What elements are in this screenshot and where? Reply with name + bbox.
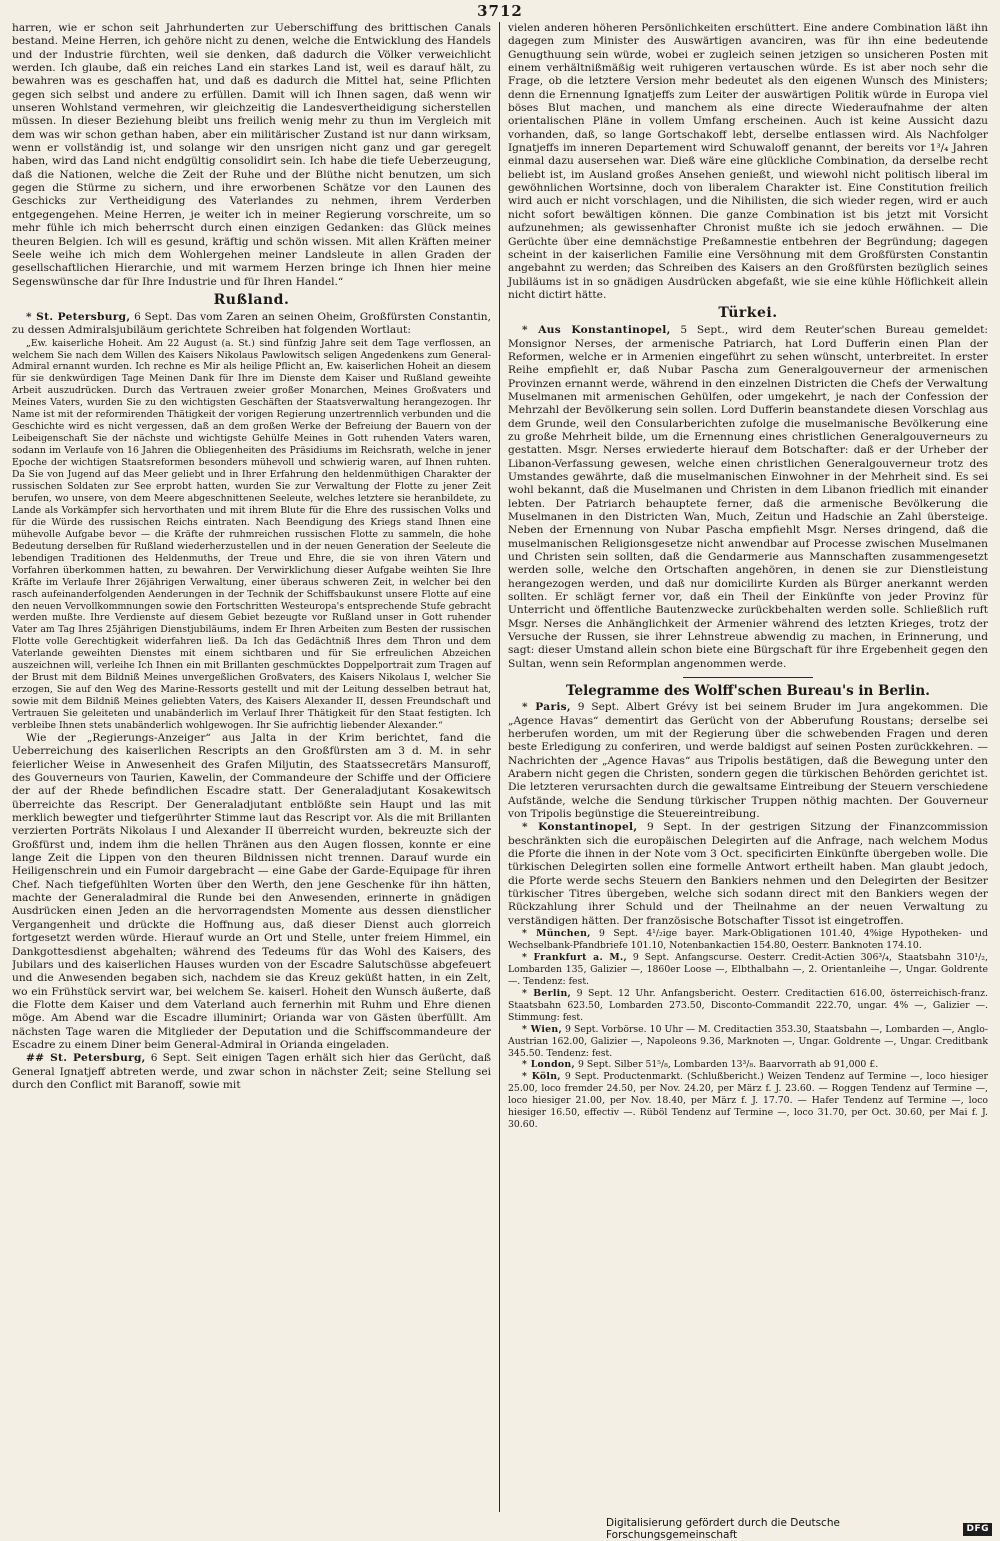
st-petersburg-2-text: 6 Sept. Seit einigen Tagen erhält sich hier das Gerücht, daß General Ignatjeff abtreten werde, und zwar schon in nächster Zeit; seine Stellung sei durch den Conflict mit Baranoff, sowie mit <box>12 1052 491 1091</box>
london-text: 9 Sept. Silber 51⁵/₈, Lombarden 13³/₈. Baarvorrath ab 91,000 £. <box>575 1059 879 1071</box>
konstantinopel-2-text: 9 Sept. In der gestrigen Sitzung der Finanzcommission beschränkten sich die europäischen Delegirten auf die Anfrage, nach welchem Modus die Pforte die ihnen in der Note vom 3 Oct. specificirten Einkünfte übergeben wolle. Die türkischen Delegirten sollen eine formelle Antwort ertheilt haben. Man glaubt jedoch, die Pforte werde sechs Steuern den Bankiers nehmen und den Delegirten der Besitzer türkischer Titres übergeben, welche sich sodann direct mit den Bankiers wegen der Rückzahlung ihrer Schuld und der Theilnahme an der neuen Verwaltung zu verständigen hätten. Der französische Botschafter Tissot ist eingetroffen. <box>508 821 988 927</box>
page-number: 3712 <box>477 2 523 20</box>
frankfurt-text: 9 Sept. Anfangscurse. Oesterr. Credit-Actien 306³/₄, Staatsbahn 310¹/₂, Lombarden 135, Galizier —, 1860er Loose —, Elbthalbahn —, 2. Orientanleihe —, Ungar. Goldrente —. Tendenz: fest. <box>508 951 988 987</box>
section-title-turkey: Türkei. <box>718 305 778 322</box>
section-title-russia: Rußland. <box>213 291 290 308</box>
digitization-credit <box>606 1517 992 1541</box>
right-column <box>500 22 988 1512</box>
st-petersburg-report-2 <box>12 1052 491 1092</box>
konstantinopel-telegram <box>508 821 988 928</box>
berlin-text: 9 Sept. 12 Uhr. Anfangsbericht. Oesterr. Creditactien 616.00, österreichisch-franz. Staatsbahn 623.50, Lombarden 273.50, Disconto-Commandit 222.70, ungar. 4% —, Galizier —. Stimmung: fest. <box>508 987 988 1023</box>
dateline-konstantinopel-2: * Konstantinopel, <box>522 821 638 834</box>
konstantinopel-report-1 <box>508 324 988 671</box>
market-report <box>508 1024 988 1060</box>
dateline-wien: * Wien, <box>522 1023 562 1035</box>
market-report <box>508 1071 988 1131</box>
dateline-st-petersburg-2: ## St. Petersburg, <box>26 1052 146 1065</box>
wien-text: 9 Sept. Vorbörse. 10 Uhr — M. Creditactien 353.30, Staatsbahn —, Lombarden —, Anglo-Austrian 162.00, Galizier —, Napoleons 9.36, Marknoten —, Ungar. Goldrente —, Ungar. Creditbank 345.50. Tendenz: fest. <box>508 1023 988 1059</box>
market-reports <box>508 928 988 1131</box>
dateline-frankfurt: * Frankfurt a. M., <box>522 951 628 963</box>
article-columns <box>12 22 988 1512</box>
dateline-koeln: * Köln, <box>522 1071 561 1083</box>
market-report <box>508 988 988 1024</box>
telegram-section-title: Telegramme des Wolff'schen Bureau's in Berlin. <box>566 683 930 700</box>
dateline-berlin: * Berlin, <box>522 987 572 999</box>
belgium-speech-continuation: harren, wie er schon seit Jahrhunderten zur Ueberschiffung des brittischen Canals bestand. Meine Herren, ich gehöre nicht zu denen, welche die Entwicklung des Handels und der Industrie fürchten, weil sie denken, daß dadurch die Völker verweichlicht werden. Ich glaube, daß ein reiches Land ein starkes Land ist, weil es darauf hält, zu bewahren was es geschaffen hat, und daß es dadurch die Mittel hat, seine Pflichten gegen sich selbst und andere zu erfüllen. Damit will ich Ihnen sagen, daß wenn wir unseren Wohlstand vermehren, wir gleichzeitig die Landesvertheidigung sicherstellen müssen. In dieser Beziehung bleibt uns freilich wenig mehr zu thun im Vergleich mit dem was wir schon gethan haben, aber ein militärischer Zustand ist nur dann wirksam, wenn er vollständig ist, und solange wir den unsrigen nicht ganz und gar geregelt haben, wird das Land nicht endgültig consolidirt sein. Ich habe die tiefe Ueberzeugung, daß die Nationen, welche die Zeit der Ruhe und der Blüthe nicht benutzen, um sich gegen die Stürme zu sichern, und ihre erworbenen Schätze vor den Launen des Geschicks zur Vertheidigung des Vaterlandes zu nehmen, ihrem Verderben entgegengehen. Meine Herren, je weiter ich in meiner Regierung vorschreite, um so mehr fühle ich mich beherrscht durch einen einzigen Gedanken: das Glück meines theuren Belgien. Ich will es gesund, kräftig und schön wissen. Mit allen Kräften meiner Seele weihe ich mich dem Wohlergehen meiner Landsleute in allen Graden der gesellschaftlichen Hierarchie, und mit warmem Herzen bringe ich Ihnen hier meine Segenswünsche dar für Ihre Industrie und für Ihren Handel.“ <box>12 22 491 288</box>
koeln-text: 9 Sept. Productenmarkt. (Schlußbericht.) Weizen Tendenz auf Termine —, loco hiesiger 25.00, loco fremder 24.50, per Nov. 24.20, per März f. J. 23.60. — Roggen Tendenz auf Termine —, loco hiesiger 21.00, per Nov. 18.40, per März f. J. 17.70. — Hafer Tendenz auf Termine —, loco hiesiger 16.50, effectiv —. Rüböl Tendenz auf Termine —, loco 31.70, per Oct. 30.60, per Mai f. J. 30.60. <box>508 1071 988 1131</box>
konstantinopel-1-text: 5 Sept., wird dem Reuter'schen Bureau gemeldet: Monsignor Nerses, der armenische Patriarch, hat Lord Dufferin einen Plan der Reformen, welche er in Armenien eingeführt zu sehen wünscht, unterbreitet. In erster Reihe empfiehlt er, daß Nubar Pascha zum Generalgouverneur der armenischen Provinzen ernannt werde, während in den einzelnen Districten die Chefs der Verwaltung Muselmanen mit armenischen Gehülfen, oder umgekehrt, je nach der Confession der Mehrzahl der Bevölkerung sein sollen. Lord Dufferin beanstandete diesen Vorschlag aus dem Grunde, weil den Consularberichten zufolge die muselmanische Bevölkerung eine zu große Mehrheit bilde, um die Ernennung eines christlichen Generalgouverneurs zu gestatten. Msgr. Nerses erwiederte hierauf dem Botschafter: daß er der Urheber der Libanon-Verfassung gewesen, welche einen christlichen Generalgouverneur trotz des Umstandes gewährte, daß die muselmanischen Einwohner in der Mehrheit sind. Es sei wohl bekannt, daß die Muselmanen und Christen in dem Libanon friedlich mit einander lebten. Der Patriarch behauptete ferner, daß die armenische Bevölkerung die Muselmanen in den Districten Wan, Much, Zeitun und Hadschie an Zahl übersteige. Neben der Ernennung von Nubar Pascha empfiehlt Msgr. Nerses dringend, daß die muselmanischen Religionsgesetze nicht anwendbar auf Processe zwischen Muselmanen und Christen sein sollten, daß die Gendarmerie aus Mannschaften zusammengesetzt werden solle, welche den Ortschaften angehören, in denen sie zur Dienstleistung herangezogen werden, und daß nur domicilirte Kurden als Bürger anerkannt werden sollten. Er schlägt ferner vor, daß ein Theil der Einkünfte von jeder Provinz für Unterricht und öffentliche Bautenzwecke zurückbehalten werden solle. Schließlich ruft Msgr. Nerses die Anhänglichkeit der Armenier während des letzten Krieges, trotz der Versuche der Russen, sie ihrer Lehnstreue abwendig zu machen, in Erinnerung, und sagt: dieser Umstand allein schon biete eine Bürgschaft für ihre Ergebenheit gegen den Sultan, wenn sein Reformplan angenommen werde. <box>508 324 988 670</box>
dfg-logo-icon: DFG <box>963 1523 992 1536</box>
market-report <box>508 1059 988 1071</box>
paris-telegram <box>508 701 988 821</box>
dateline-st-petersburg-1: * St. Petersburg, <box>26 310 131 323</box>
market-report <box>508 952 988 988</box>
tsar-letter-text: „Ew. kaiserliche Hoheit. Am 22 August (a. St.) sind fünfzig Jahre seit dem Tage verflossen, an welchem Sie nach dem Willen des Kaisers Nikolaus Pawlowitsch seligen Angedenkens zum General-Admiral ernannt wurden. Ich rechne es Mir als heilige Pflicht an, Ew. kaiserlichen Hoheit an diesem für sie denkwürdigen Tage Meinen Dank für Ihre im Dienste dem Kaiser und Rußland geweihte Arbeit auszudrücken. Durch das Vertrauen zweier großer Monarchen, Meines Großvaters und Meines Vaters, wurden Sie zu den wichtigsten Geschäften der Staatsverwaltung herangezogen. Ihr Name ist mit der reformirenden Thätigkeit der vorigen Regierung unzertrennlich verbunden und die Geschichte wird es nicht vergessen, daß an dem großen Werke der Befreiung der Bauern von der Leibeigenschaft Sie der nächste und wichtigste Gehülfe Meines in Gott ruhenden Vaters waren, sodann im Verlaufe von 16 Jahren die Obliegenheiten des Präsidiums im Reichsrath, welche in jener Epoche der wichtigen Staatsreformen besonders mühevoll und schwierig waren, auf Ihnen ruhten. Da Sie von Jugend auf das Meer geliebt und in Ihrer Erfahrung den heldenmüthigen Charakter der russischen Soldaten zur See erprobt hatten, wurden Sie zur Verwaltung der Flotte zu jener Zeit berufen, wo unsere, von dem Meere abgeschnittenen Seeleute, welches letztere sie heranbildete, zu Lande als Vorkämpfer sich hervorthaten und mit ihrem Blute für die Ehre des russischen Volks und für die Würde des russischen Reichs eintraten. Nach Beendigung des Kriegs stand Ihnen eine mühevolle Aufgabe bevor — die Kräfte der ruhmreichen russischen Flotte zu sammeln, die hohe Bedeutung derselben für Rußland wiederherzustellen und in der neuen Generation der Seeleute die lebendigen Traditionen des Heldenmuths, der Treue und Ehre, die sie von ihren Vätern und Vorfahren überkommen hatten, zu bewahren. Der Verwirklichung dieser Aufgabe weihten Sie Ihre Kräfte im Verlaufe Ihrer 26jährigen Verwaltung, einer überaus schweren Zeit, in welcher bei den rasch aufeinanderfolgenden Aenderungen in der Technik der Schiffsbaukunst unsere Flotte auf eine den neuen Vervollkommnungen sowie den Fortschritten Westeuropa's entsprechende Stufe gebracht werden mußte. Ihre Verdienste auf diesem Gebiet bezeugte vor Rußland unser in Gott ruhender Vater am Tag Ihres 25jährigen Dienstjubiläums, indem Er Ihren Arbeiten zum Besten der russischen Flotte volle Gerechtigkeit widerfahren ließ. Da Ich das Gedächtniß Ihres dem Thron und dem Vaterlande geweihten Dienstes mit einem sichtbaren und für Sie erfreulichen Abzeichen auszeichnen will, verleihe Ich Ihnen ein mit Brillanten geschmücktes Doppelportrait zum Tragen auf der Brust mit dem Bildniß Meines unvergeßlichen Großvaters, des Kaisers Nikolaus I, welcher Sie erzogen, Sie auf den Weg des Marine-Ressorts gestellt und mit der Leitung desselben betraut hat, sowie mit dem Bildniß Meines geliebten Vaters, des Kaisers Alexander II, dessen Freundschaft und Vertrauen Sie geleiteten und unabänderlich im Verlauf Ihrer Thätigkeit für den Staat festigten. Ich verbleibe Ihnen stets unabänderlich wohlgewogen. Ihr Sie aufrichtig liebender Alexander.“ <box>12 337 491 732</box>
left-column <box>12 22 500 1512</box>
muenchen-text: 9 Sept. 4¹/₂ige bayer. Mark-Obligationen 101.40, 4%ige Hypotheken- und Wechselbank-Pfandbriefe 101.10, Notenbankactien 154.80, Oesterr. Banknoten 174.10. <box>508 928 988 951</box>
dateline-paris: * Paris, <box>522 701 571 714</box>
dateline-konstantinopel-1: * Aus Konstantinopel, <box>522 324 671 337</box>
market-report <box>508 928 988 952</box>
st-petersburg-1-text: 6 Sept. Das vom Zaren an seinen Oheim, Großfürsten Constantin, zu dessen Admiralsjubiläum gerichtete Schreiben hat folgenden Wortlaut: <box>12 310 491 337</box>
dateline-london: * London, <box>522 1059 575 1071</box>
credit-text: Digitalisierung gefördert durch die Deutsche Forschungsgemeinschaft <box>606 1517 840 1541</box>
tsar-letter <box>12 338 491 732</box>
section-divider <box>683 677 813 678</box>
dateline-muenchen: * München, <box>522 928 591 939</box>
jalta-report: Wie der „Regierungs-Anzeiger“ aus Jalta in der Krim berichtet, fand die Ueberreichung des kaiserlichen Rescripts an den Großfürsten am 3 d. M. in sehr feierlicher Weise in Anwesenheit des Grafen Miljutin, des Staatssecretärs Mansuroff, des Gouverneurs von Taurien, Kawelin, der Commandeure der Schiffe und der Officiere der auf der Rhede befindlichen Escadre statt. Der Generaladjutant Kosakewitsch überreichte das Rescript. Der Generaladjutant entblößte sein Haupt und las mit merklich bewegter und tiefgerührter Stimme laut das Rescript vor. Als die mit Brillanten verzierten Porträts Nikolaus I und Alexander II überreicht wurden, bekreuzte sich der Großfürst und, indem ihm die hellen Thränen aus den Augen flossen, konnte er eine lange Zeit die Lippen von den theuren Bildnissen nicht trennen. Darauf wurde ein Heiligenschrein und ein Fumoir dargebracht — eine Gabe der Garde-Equipage für ihren Chef. Nach tiefgefühlten Worten über den Werth, den jene Geschenke für ihn hätten, machte der Generaladmiral die Runde bei den Anwesenden, erinnerte in gnädigen Ausdrücken einen Jeden an die hervorragendsten Momente aus dessen dienstlicher Vergangenheit und drückte die Hoffnung aus, daß dieser Dienst auch glorreich fortgesetzt werden würde. Hierauf wurde an Ort und Stelle, unter freiem Himmel, ein Dankgottesdienst abgehalten; während des Tedeums für das Wohl des Kaisers, des Jubilars und des kaiserlichen Hauses wurden von der Escadre Salutschüsse abgefeuert und die Anwesenden begaben sich, nachdem sie das Kreuz geküßt hatten, in ein Zelt, wo ein Frühstück servirt war, bei welchem Se. kaiserl. Hoheit den Wunsch äußerte, daß die Flotte dem Kaiser und dem Vaterland auch fernerhin mit Ruhm und Ehre dienen möge. Am Abend war die Escadre illuminirt; Orianda war von Gästen überfüllt. Am nächsten Tage waren die Mitglieder der Deputation und die Schiffscommandeure der Escadre zu einem Diner beim General-Admiral in Orianda eingeladen. <box>12 732 491 1051</box>
russia-continuation: vielen anderen höheren Persönlichkeiten erschüttert. Eine andere Combination läßt ihn dagegen zum Minister des Auswärtigen avanciren, was für ihn eine bedeutende Genugthuung sein würde, wobei er zugleich seinen jetzigen so unsicheren Posten mit einem verhältnißmäßig weit ruhigeren vertauschen würde. Es ist aber noch sehr die Frage, ob die letztere Version mehr bedeutet als den eigenen Wunsch des Ministers; denn die Ernennung Ignatjeffs zum Leiter der auswärtigen Politik würde in Europa viel böses Blut machen, und manchem als eine directe Wiederaufnahme der alten orientalischen Pläne in vollem Umfang erscheinen. Auch ist keine Aussicht dazu vorhanden, daß, so lange Gortschakoff lebt, derselbe entlassen wird. Als Nachfolger Ignatjeffs im inneren Departement wird Schuwaloff genannt, der bereits vor 1³/₄ Jahren einmal dazu ausersehen war. Dieß wäre eine glückliche Combination, da derselbe recht beliebt ist, im Ausland großes Ansehen genießt, und wiewohl nicht politisch liberal im gewöhnlichen Wortsinne, doch von liberalem Charakter ist. Eine Constitution freilich wird auch er nicht vorschlagen, und die Nihilisten, die sich wieder regen, wird er auch nicht sofort bewältigen können. Die ganze Combination ist bis jetzt mit Vorsicht aufzunehmen; als gewissenhafter Chronist mußte ich sie jedoch erwähnen. — Die Gerüchte über eine demnächstige Preßamnestie entbehren der Begründung; dagegen scheint in der kaiserlichen Familie eine Versöhnung mit dem Großfürsten Constantin angebahnt zu werden; das Schreiben des Kaisers an den Großfürsten bezüglich seines Jubiläums ist in so gnädigen Ausdrücken abgefaßt, wie sie eine kühle Höflichkeit allein nicht dictirt hätte. <box>508 22 988 301</box>
st-petersburg-report-1 <box>12 311 491 338</box>
paris-text: 9 Sept. Albert Grévy ist bei seinem Bruder im Jura angekommen. Die „Agence Havas“ dementirt das Gerücht von der Abberufung Roustans; derselbe sei herberufen worden, um mit der Regierung über die schwebenden Fragen und deren beste Erledigung zu conferiren, und werde baldigst auf seinen Posten zurückkehren. — Nachrichten der „Agence Havas“ aus Tripolis bestätigen, daß die Bewegung unter den Arabern nicht gegen die Christen, sondern gegen die türkischen Behörden gerichtet ist. Die letzteren verursachten durch die gewaltsame Eintreibung der Steuern verschiedene Aufstände, welche die Sendung türkischer Truppen nöthig machten. Der Gouverneur von Tripolis begünstige die Steuereintreibung. <box>508 701 988 820</box>
